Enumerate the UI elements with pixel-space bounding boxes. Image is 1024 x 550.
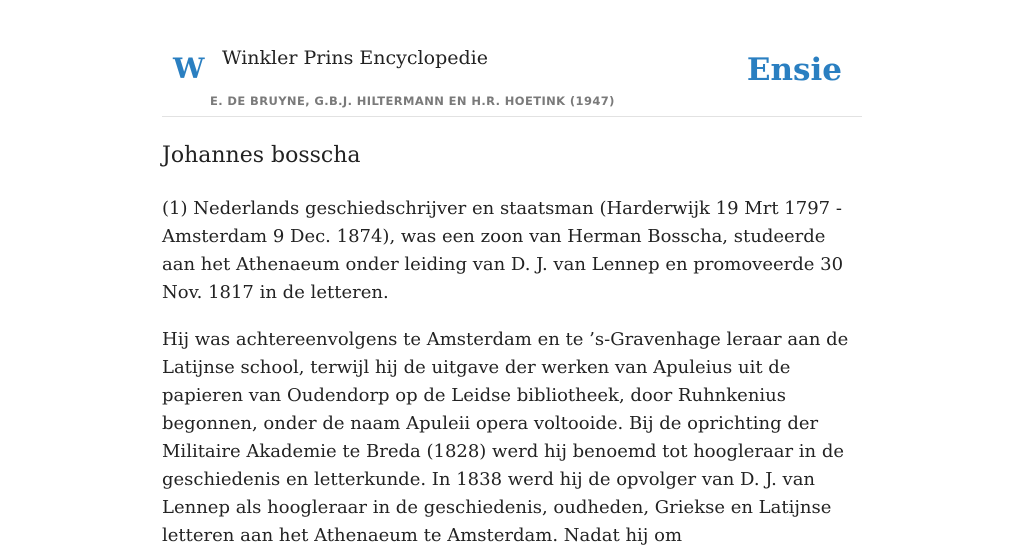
article-paragraph-1: (1) Nederlands geschiedschrijver en staatsman (Harderwijk 19 Mrt 1797 - Amsterdam 9 Dec. 1874), was een zoon van Herman Bosscha, studeerde aan het Athenaeum onder leiding van D. J. van Lennep en promoveerde 30 Nov. 1817 in de letteren. — [162, 198, 844, 303]
article-paragraph-2: Hij was achtereenvolgens te Amsterdam en te ’s-Gravenhage leraar aan de Latijnse school, terwijl hij de uitgave der werken van Apuleius uit de papieren van Oudendorp op de Leidse bibliotheek, door Ruhnkenius begonnen, onder de naam Apuleii opera voltooide. Bij de oprichting der Militaire Akademie te Breda (1828) werd hij benoemd tot hoogleraar in de geschiedenis en letterkunde. In 1838 werd hij de opvolger van D. J. van Lennep als hoogleraar in de geschiedenis, oudheden, Griekse en Latijnse letteren aan het Athenaeum te Amsterdam. Nadat hij om — [162, 329, 849, 546]
article-title: Johannes bosscha — [162, 143, 361, 168]
publication-title[interactable]: Winkler Prins Encyclopedie — [222, 47, 488, 69]
site-header — [162, 0, 862, 117]
publication-authors: E. DE BRUYNE, G.B.J. HILTERMANN EN H.R. HOETINK (1947) — [210, 94, 615, 108]
ensie-brand-link[interactable]: Ensie — [746, 52, 842, 88]
page-container — [162, 0, 862, 550]
winkler-prins-logo[interactable]: W — [173, 52, 205, 85]
